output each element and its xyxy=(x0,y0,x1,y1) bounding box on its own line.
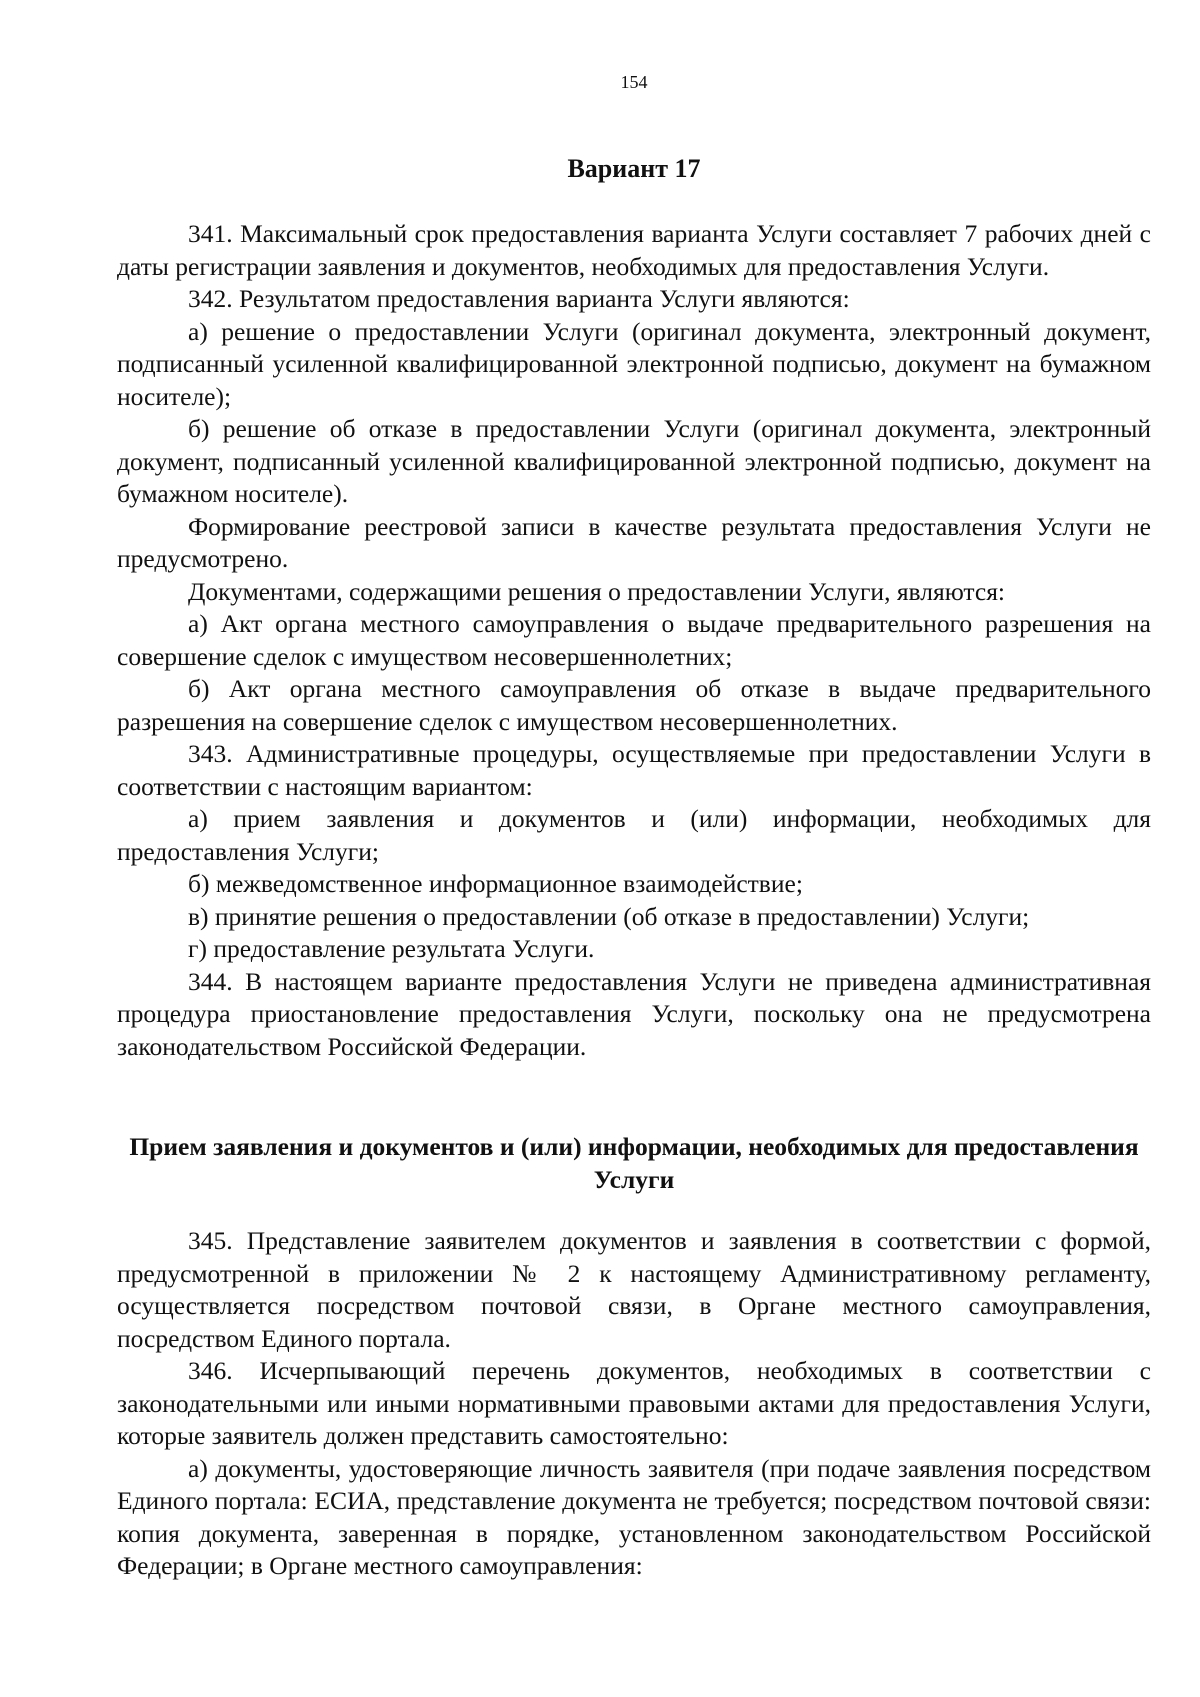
paragraph: б) Акт органа местного самоуправления об отказе в выдаче предварительного разрешения на совершение сделок с имуществом несовершеннолетних. xyxy=(117,674,1151,736)
paragraph: 343. Административные процедуры, осуществляемые при предоставлении Услуги в соответствии с настоящим вариантом: xyxy=(117,739,1151,801)
section-heading: Прием заявления и документов и (или) информации, необходимых для предоставления Услуги xyxy=(129,1132,1139,1194)
paragraph: а) Акт органа местного самоуправления о выдаче предварительного разрешения на совершение сделок с имуществом несовершеннолетних; xyxy=(117,609,1151,671)
paragraph: а) решение о предоставлении Услуги (оригинал документа, электронный документ, подписанный усиленной квалифицированной электронной подписью, документ на бумажном носителе); xyxy=(117,316,1151,411)
paragraph: а) документы, удостоверяющие личность заявителя (при подаче заявления посредством Единого портала: ЕСИА, представление документа не требуется; посредством почтовой связи: копия документа, заверенная в порядке, установленном законодательством Российской Федерации; в Органе местного самоуправления: xyxy=(117,1453,1151,1580)
body-text-bottom xyxy=(117,1225,1151,1583)
paragraph: 345. Представление заявителем документов и заявления в соответствии с формой, предусмотренной в приложении № 2 к настоящему Административному регламенту, осуществляется посредством почтовой связи, в Органе местного самоуправления, посредством Единого портала. xyxy=(117,1226,1151,1353)
paragraph: Формирование реестровой записи в качестве результата предоставления Услуги не предусмотрено. xyxy=(117,511,1151,573)
paragraph: 344. В настоящем варианте предоставления Услуги не приведена административная процедура приостановление предоставления Услуги, поскольку она не предусмотрена законодательством Российской Федерации. xyxy=(117,966,1151,1061)
page-number: 154 xyxy=(620,72,648,92)
paragraph: 341. Максимальный срок предоставления варианта Услуги составляет 7 рабочих дней с даты регистрации заявления и документов, необходимых для предоставления Услуги. xyxy=(117,219,1151,281)
page-title: Вариант 17 xyxy=(567,154,701,183)
paragraph: б) решение об отказе в предоставлении Услуги (оригинал документа, электронный документ, подписанный усиленной квалифицированной электронной подписью, документ на бумажном носителе). xyxy=(117,414,1151,508)
paragraph: 342. Результатом предоставления варианта Услуги являются: xyxy=(188,284,850,313)
paragraph: Документами, содержащими решения о предоставлении Услуги, являются: xyxy=(188,576,1006,606)
paragraph: г) предоставление результата Услуги. xyxy=(188,934,595,963)
paragraph: б) межведомственное информационное взаимодействие; xyxy=(188,869,803,898)
body-text-top xyxy=(117,218,1151,1063)
paragraph: 346. Исчерпывающий перечень документов, необходимых в соответствии с законодательными или иными нормативными правовыми актами для предоставления Услуги, которые заявитель должен представить самостоятельно: xyxy=(117,1356,1151,1450)
paragraph: а) прием заявления и документов и (или) информации, необходимых для предоставления Услуги; xyxy=(117,804,1151,866)
paragraph: в) принятие решения о предоставлении (об отказе в предоставлении) Услуги; xyxy=(188,901,1030,931)
